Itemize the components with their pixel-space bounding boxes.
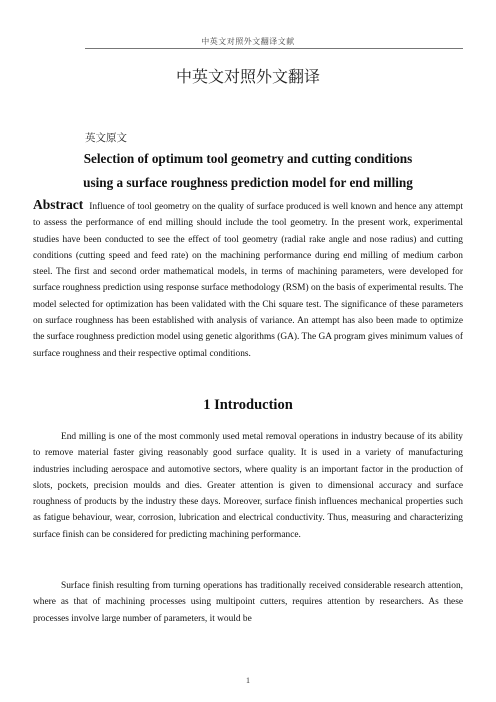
paper-title-line-1: Selection of optimum tool geometry and cutting conditions [83, 151, 413, 166]
body-paragraph: End milling is one of the most commonly used metal removal operations in industry because of its ability to remove material faster giving reasonably good surface quality. It is used in a variety of manufacturing industries including aerospace and automotive sectors, where quality is an important factor in the production of slots, pockets, precision moulds and dies. Greater attention is given to dimensional accuracy and surface roughness of products by the industry these days. Moreover, surface finish influences mechanical properties such as fatigue behaviour, wear, corrosion, lubrication and electrical conductivity. Thus, measuring and characterizing surface finish can be considered for predicting machining performance. [33, 432, 463, 540]
abstract-text: Influence of tool geometry on the quality of surface produced is well known and hence any attempt to assess the performance of end milling should include the tool geometry. In the present work, experimental studies have been conducted to see the effect of tool geometry (radial rake angle and nose radius) and cutting conditions (cutting speed and feed rate) on the machining performance during end milling of medium carbon steel. The first and second order mathematical models, in terms of machining parameters, were developed for surface roughness prediction using response surface methodology (RSM) on the basis of experimental results. The model selected for optimization has been validated with the Chi square test. The significance of these parameters on surface roughness has been established with analysis of variance. An attempt has also been made to optimize the surface roughness prediction model using genetic algorithms (GA). The GA program gives minimum values of surface roughness and their respective optimal conditions. [33, 202, 463, 359]
abstract-paragraph [33, 197, 463, 362]
section-heading-introduction: 1 Introduction [203, 397, 293, 413]
section-label: 英文原文 [85, 133, 127, 144]
running-header: 中英文对照外文翻译文献 [201, 37, 295, 46]
paper-title-line-2: using a surface roughness prediction model for end milling [83, 175, 413, 190]
header-divider [85, 48, 463, 49]
document-title: 中英文对照外文翻译 [175, 69, 320, 86]
page-number: 1 [246, 676, 250, 685]
abstract-label: Abstract [33, 197, 84, 212]
body-paragraph: Surface finish resulting from turning operations has traditionally received considerable research attention, where as that of machining processes using multipoint cutters, requires attention by researchers. As these processes involve large number of parameters, it would be [33, 581, 463, 624]
